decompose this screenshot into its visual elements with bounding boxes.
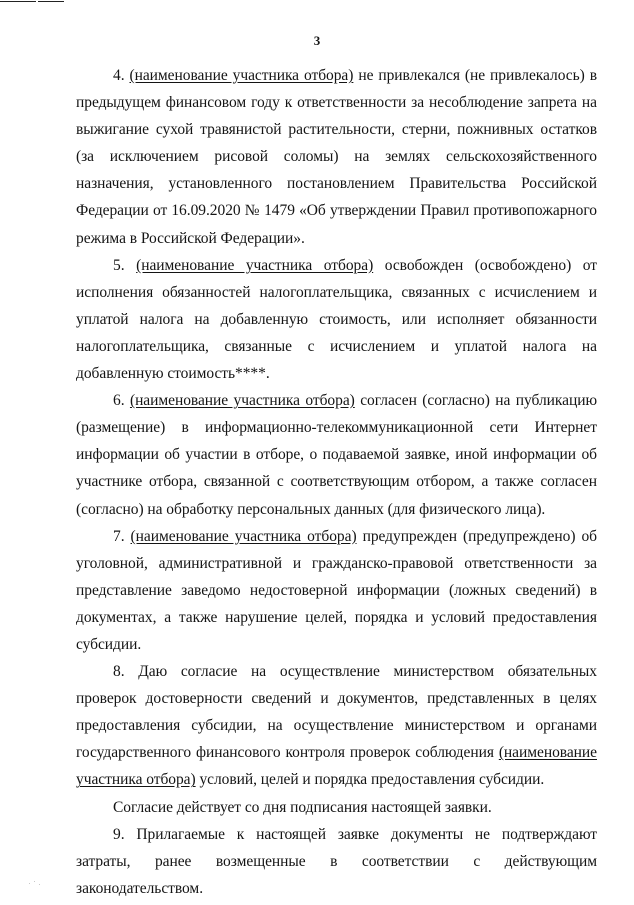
paragraph-8 [76, 658, 597, 793]
consent-validity-text: Согласие действует со дня подписания настоящей заявки. [113, 798, 492, 816]
paragraph-5-number: 5. [113, 256, 137, 274]
paragraph-6 [76, 387, 597, 522]
participant-name-placeholder: (наименование участника отбора) [136, 256, 374, 274]
paragraph-9-text: 9. Прилагаемые к настоящей заявке документы не подтверждают затраты, ранее возмещенные в соответствии с действующим законодательством. [76, 825, 597, 897]
paragraph-8-tail: условий, целей и порядка предоставления субсидии. [195, 771, 545, 789]
paragraph-5-text: освобожден (освобождено) от исполнения обязанностей налогоплательщика, связанных с исчислением и уплатой налога на добавленную стоимость, или исполняет обязанности налогоплательщика, связанные с исчислением и уплатой налога на добавленную стоимость****. [76, 256, 597, 383]
paragraph-6-text: согласен (согласно) на публикацию (размещение) в информационно-телекоммуникационной сети Интернет информации об участии в отборе, о подаваемой заявке, иной информации об участнике отбора, связанной с соответствующим отбором, а также согласен (согласно) на обработку персональных данных (для физического лица). [76, 392, 597, 518]
participant-name-placeholder: (наименование участника отбора) [129, 67, 354, 84]
participant-name-placeholder: (наименование участника отбора) [130, 527, 357, 545]
paragraph-consent-validity [76, 794, 597, 821]
paragraph-8-text: 8. Даю согласие на осуществление министерством обязательных проверок достоверности сведений и документов, представленных в целях предоставления субсидии, на осуществление министерством и органами государственного финансового контроля проверок соблюдения [76, 663, 597, 762]
paragraph-4 [76, 62, 597, 252]
paragraph-4-number: 4. [113, 67, 130, 84]
participant-name-placeholder: (наименование участника отбора) [129, 392, 355, 410]
paragraph-4-text: не привлекался (не привлекалось) в предыдущем финансовом году к ответственности за несоблюдение запрета на выжигание сухой травянистой растительности, стерни, пожнивных остатков (за исключением рисовой соломы) на землях сельскохозяйственного назначения, установленного постановлением Правительства Российской Федерации от 16.09.2020 № 1479 «Об утверждении Правил противопожарного режима в Российской Федерации». [76, 67, 597, 247]
paragraph-7-number: 7. [113, 527, 131, 545]
paragraph-5 [76, 252, 597, 387]
participant-name-placeholder: (наименование участника отбора) [76, 744, 597, 789]
page-number: 3 [313, 33, 321, 48]
paragraph-7 [76, 523, 597, 658]
paragraph-7-text: предупрежден (предупреждено) об уголовной, административной и гражданско-правовой ответственности за представление заведомо недостоверной информации (ложных сведений) в документах, а также нарушение целей, порядка и условий предоставления субсидии. [76, 527, 597, 653]
document-body [76, 62, 597, 902]
paragraph-6-number: 6. [113, 392, 130, 410]
paragraph-9 [76, 821, 597, 902]
scan-noise [28, 880, 42, 886]
